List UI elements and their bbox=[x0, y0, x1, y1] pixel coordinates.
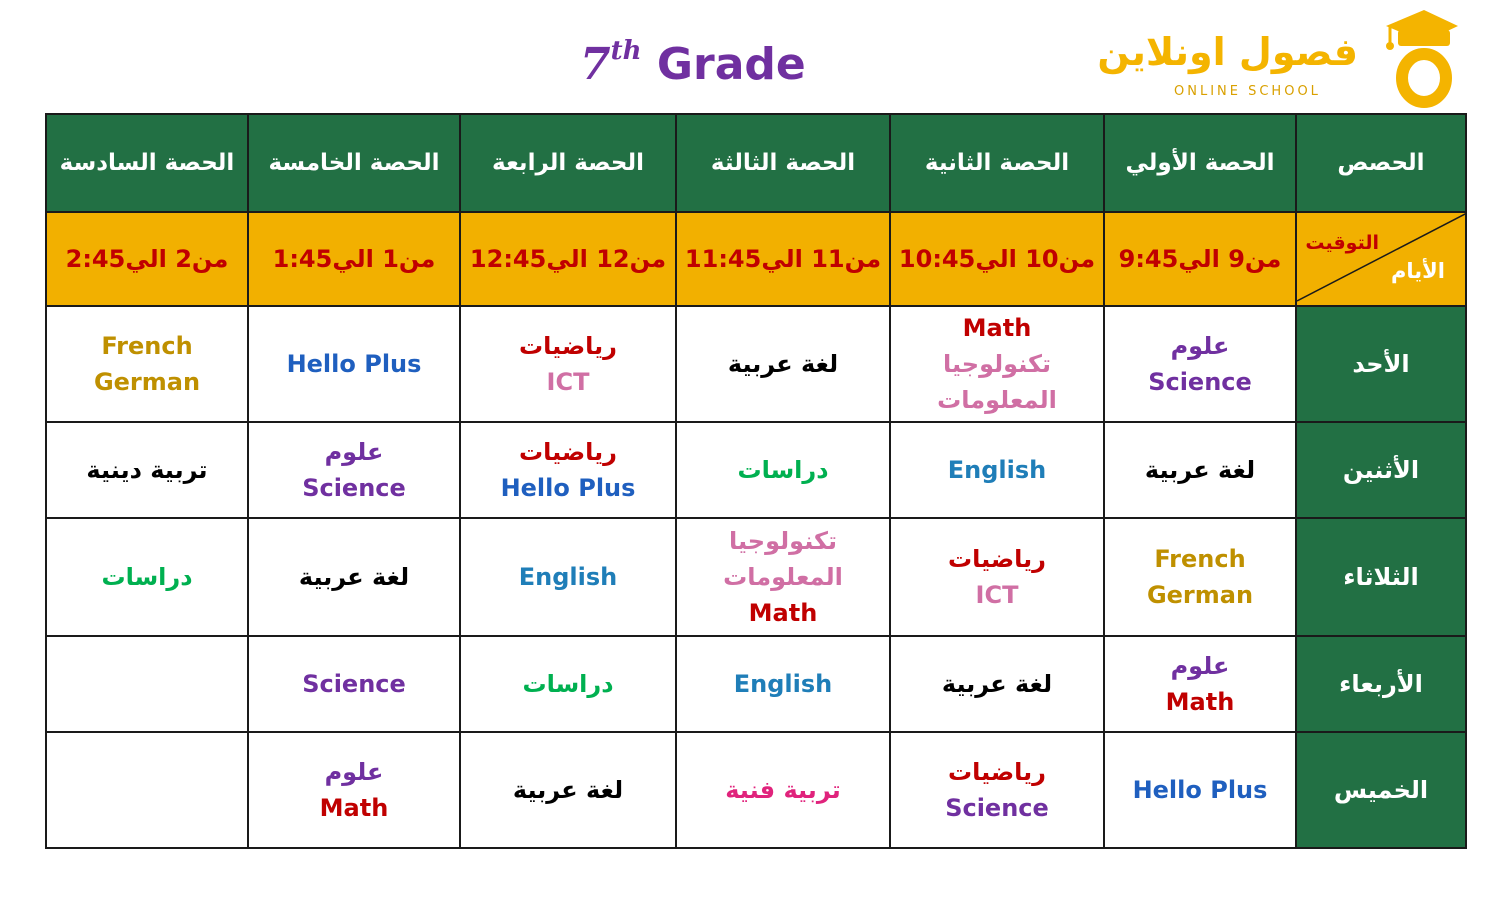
timing-row bbox=[46, 212, 1466, 306]
period-6-header: الحصة السادسة bbox=[46, 114, 248, 212]
subject-label: رياضيات bbox=[948, 545, 1046, 573]
period-6-time: من2 الي2:45 bbox=[46, 212, 248, 306]
subject-label: تربية دينية bbox=[86, 456, 208, 484]
header-row bbox=[46, 114, 1466, 212]
lesson-cell bbox=[460, 306, 676, 422]
subject-label: French bbox=[101, 332, 193, 360]
lesson-cell bbox=[676, 732, 890, 848]
subject-label: Hello Plus bbox=[500, 474, 636, 502]
day-name: الثلاثاء bbox=[1296, 518, 1466, 636]
grade-ordinal: 7 bbox=[580, 39, 611, 90]
lesson-cell bbox=[248, 306, 460, 422]
subject-label: Science bbox=[302, 670, 406, 698]
lesson-cell bbox=[248, 518, 460, 636]
subject-label: علوم bbox=[1170, 332, 1230, 360]
timing-label: التوقيت bbox=[1305, 232, 1379, 254]
lesson-cell bbox=[890, 422, 1104, 518]
period-3-header: الحصة الثالثة bbox=[676, 114, 890, 212]
timetable bbox=[45, 113, 1467, 849]
period-4-time: من12 الي12:45 bbox=[460, 212, 676, 306]
logo-english-text: ONLINE SCHOOL bbox=[1174, 84, 1321, 99]
lesson-cell bbox=[248, 732, 460, 848]
subject-label: علوم bbox=[324, 438, 384, 466]
subject-label: ICT bbox=[975, 581, 1019, 609]
lesson-cell bbox=[248, 636, 460, 732]
lesson-cell bbox=[676, 518, 890, 636]
graduation-cap-icon bbox=[1380, 4, 1460, 108]
subject-label: Math bbox=[962, 314, 1032, 342]
lesson-cell bbox=[46, 636, 248, 732]
lesson-cell bbox=[460, 732, 676, 848]
lesson-cell bbox=[1104, 306, 1296, 422]
subject-label: لغة عربية bbox=[1144, 456, 1256, 484]
subject-label: لغة عربية bbox=[298, 563, 410, 591]
lesson-cell bbox=[248, 422, 460, 518]
period-1-header: الحصة الأولي bbox=[1104, 114, 1296, 212]
subject-label: Science bbox=[302, 474, 406, 502]
period-2-time: من10 الي10:45 bbox=[890, 212, 1104, 306]
period-3-time: من11 الي11:45 bbox=[676, 212, 890, 306]
subject-label: دراسات bbox=[522, 670, 614, 698]
logo-arabic-text: فصول اونلاين bbox=[1097, 30, 1358, 74]
day-row bbox=[46, 422, 1466, 518]
lesson-cell bbox=[1104, 636, 1296, 732]
lesson-cell bbox=[46, 518, 248, 636]
lesson-cell bbox=[890, 732, 1104, 848]
subject-label: Science bbox=[945, 794, 1049, 822]
period-1-time: من9 الي9:45 bbox=[1104, 212, 1296, 306]
grade-label: Grade bbox=[656, 39, 806, 90]
lesson-cell bbox=[890, 636, 1104, 732]
subject-label: English bbox=[518, 563, 618, 591]
subject-label: لغة عربية bbox=[727, 350, 839, 378]
subject-label: المعلومات bbox=[723, 563, 843, 591]
day-row bbox=[46, 636, 1466, 732]
period-2-header: الحصة الثانية bbox=[890, 114, 1104, 212]
lesson-cell bbox=[890, 306, 1104, 422]
subject-label: تربية فنية bbox=[725, 776, 841, 804]
lesson-cell bbox=[46, 306, 248, 422]
subject-label: Math bbox=[1165, 688, 1235, 716]
period-5-header: الحصة الخامسة bbox=[248, 114, 460, 212]
period-4-header: الحصة الرابعة bbox=[460, 114, 676, 212]
subject-label: تكنولوجيا bbox=[943, 350, 1051, 378]
lesson-cell bbox=[676, 636, 890, 732]
subject-label: دراسات bbox=[101, 563, 193, 591]
periods-corner-header: الحصص bbox=[1296, 114, 1466, 212]
lesson-cell bbox=[460, 518, 676, 636]
subject-label: Hello Plus bbox=[286, 350, 422, 378]
subject-label: Hello Plus bbox=[1132, 776, 1268, 804]
lesson-cell bbox=[1104, 518, 1296, 636]
lesson-cell bbox=[46, 422, 248, 518]
lesson-cell bbox=[460, 422, 676, 518]
page-title bbox=[580, 36, 806, 90]
subject-label: رياضيات bbox=[519, 438, 617, 466]
subject-label: Science bbox=[1148, 368, 1252, 396]
timing-days-corner bbox=[1296, 212, 1466, 306]
day-row bbox=[46, 732, 1466, 848]
lesson-cell bbox=[890, 518, 1104, 636]
lesson-cell bbox=[676, 422, 890, 518]
days-label: الأيام bbox=[1391, 259, 1445, 283]
subject-label: ICT bbox=[546, 368, 590, 396]
day-row bbox=[46, 306, 1466, 422]
lesson-cell bbox=[1104, 422, 1296, 518]
grade-ordinal-suffix: th bbox=[610, 36, 642, 66]
period-5-time: من1 الي1:45 bbox=[248, 212, 460, 306]
day-name: الأحد bbox=[1296, 306, 1466, 422]
subject-label: تكنولوجيا bbox=[729, 527, 837, 555]
subject-label: علوم bbox=[324, 758, 384, 786]
subject-label: لغة عربية bbox=[941, 670, 1053, 698]
lesson-cell bbox=[1104, 732, 1296, 848]
lesson-cell bbox=[676, 306, 890, 422]
day-row bbox=[46, 518, 1466, 636]
subject-label: علوم bbox=[1170, 652, 1230, 680]
lesson-cell bbox=[46, 732, 248, 848]
subject-label: رياضيات bbox=[948, 758, 1046, 786]
lesson-cell bbox=[460, 636, 676, 732]
subject-label: German bbox=[1146, 581, 1254, 609]
subject-label: المعلومات bbox=[937, 386, 1057, 414]
day-name: الأثنين bbox=[1296, 422, 1466, 518]
subject-label: English bbox=[733, 670, 833, 698]
subject-label: Math bbox=[748, 599, 818, 627]
school-logo bbox=[1097, 4, 1460, 108]
subject-label: French bbox=[1154, 545, 1246, 573]
day-name: الأربعاء bbox=[1296, 636, 1466, 732]
subject-label: لغة عربية bbox=[512, 776, 624, 804]
subject-label: دراسات bbox=[737, 456, 829, 484]
subject-label: German bbox=[93, 368, 201, 396]
subject-label: Math bbox=[319, 794, 389, 822]
subject-label: English bbox=[947, 456, 1047, 484]
day-name: الخميس bbox=[1296, 732, 1466, 848]
subject-label: رياضيات bbox=[519, 332, 617, 360]
